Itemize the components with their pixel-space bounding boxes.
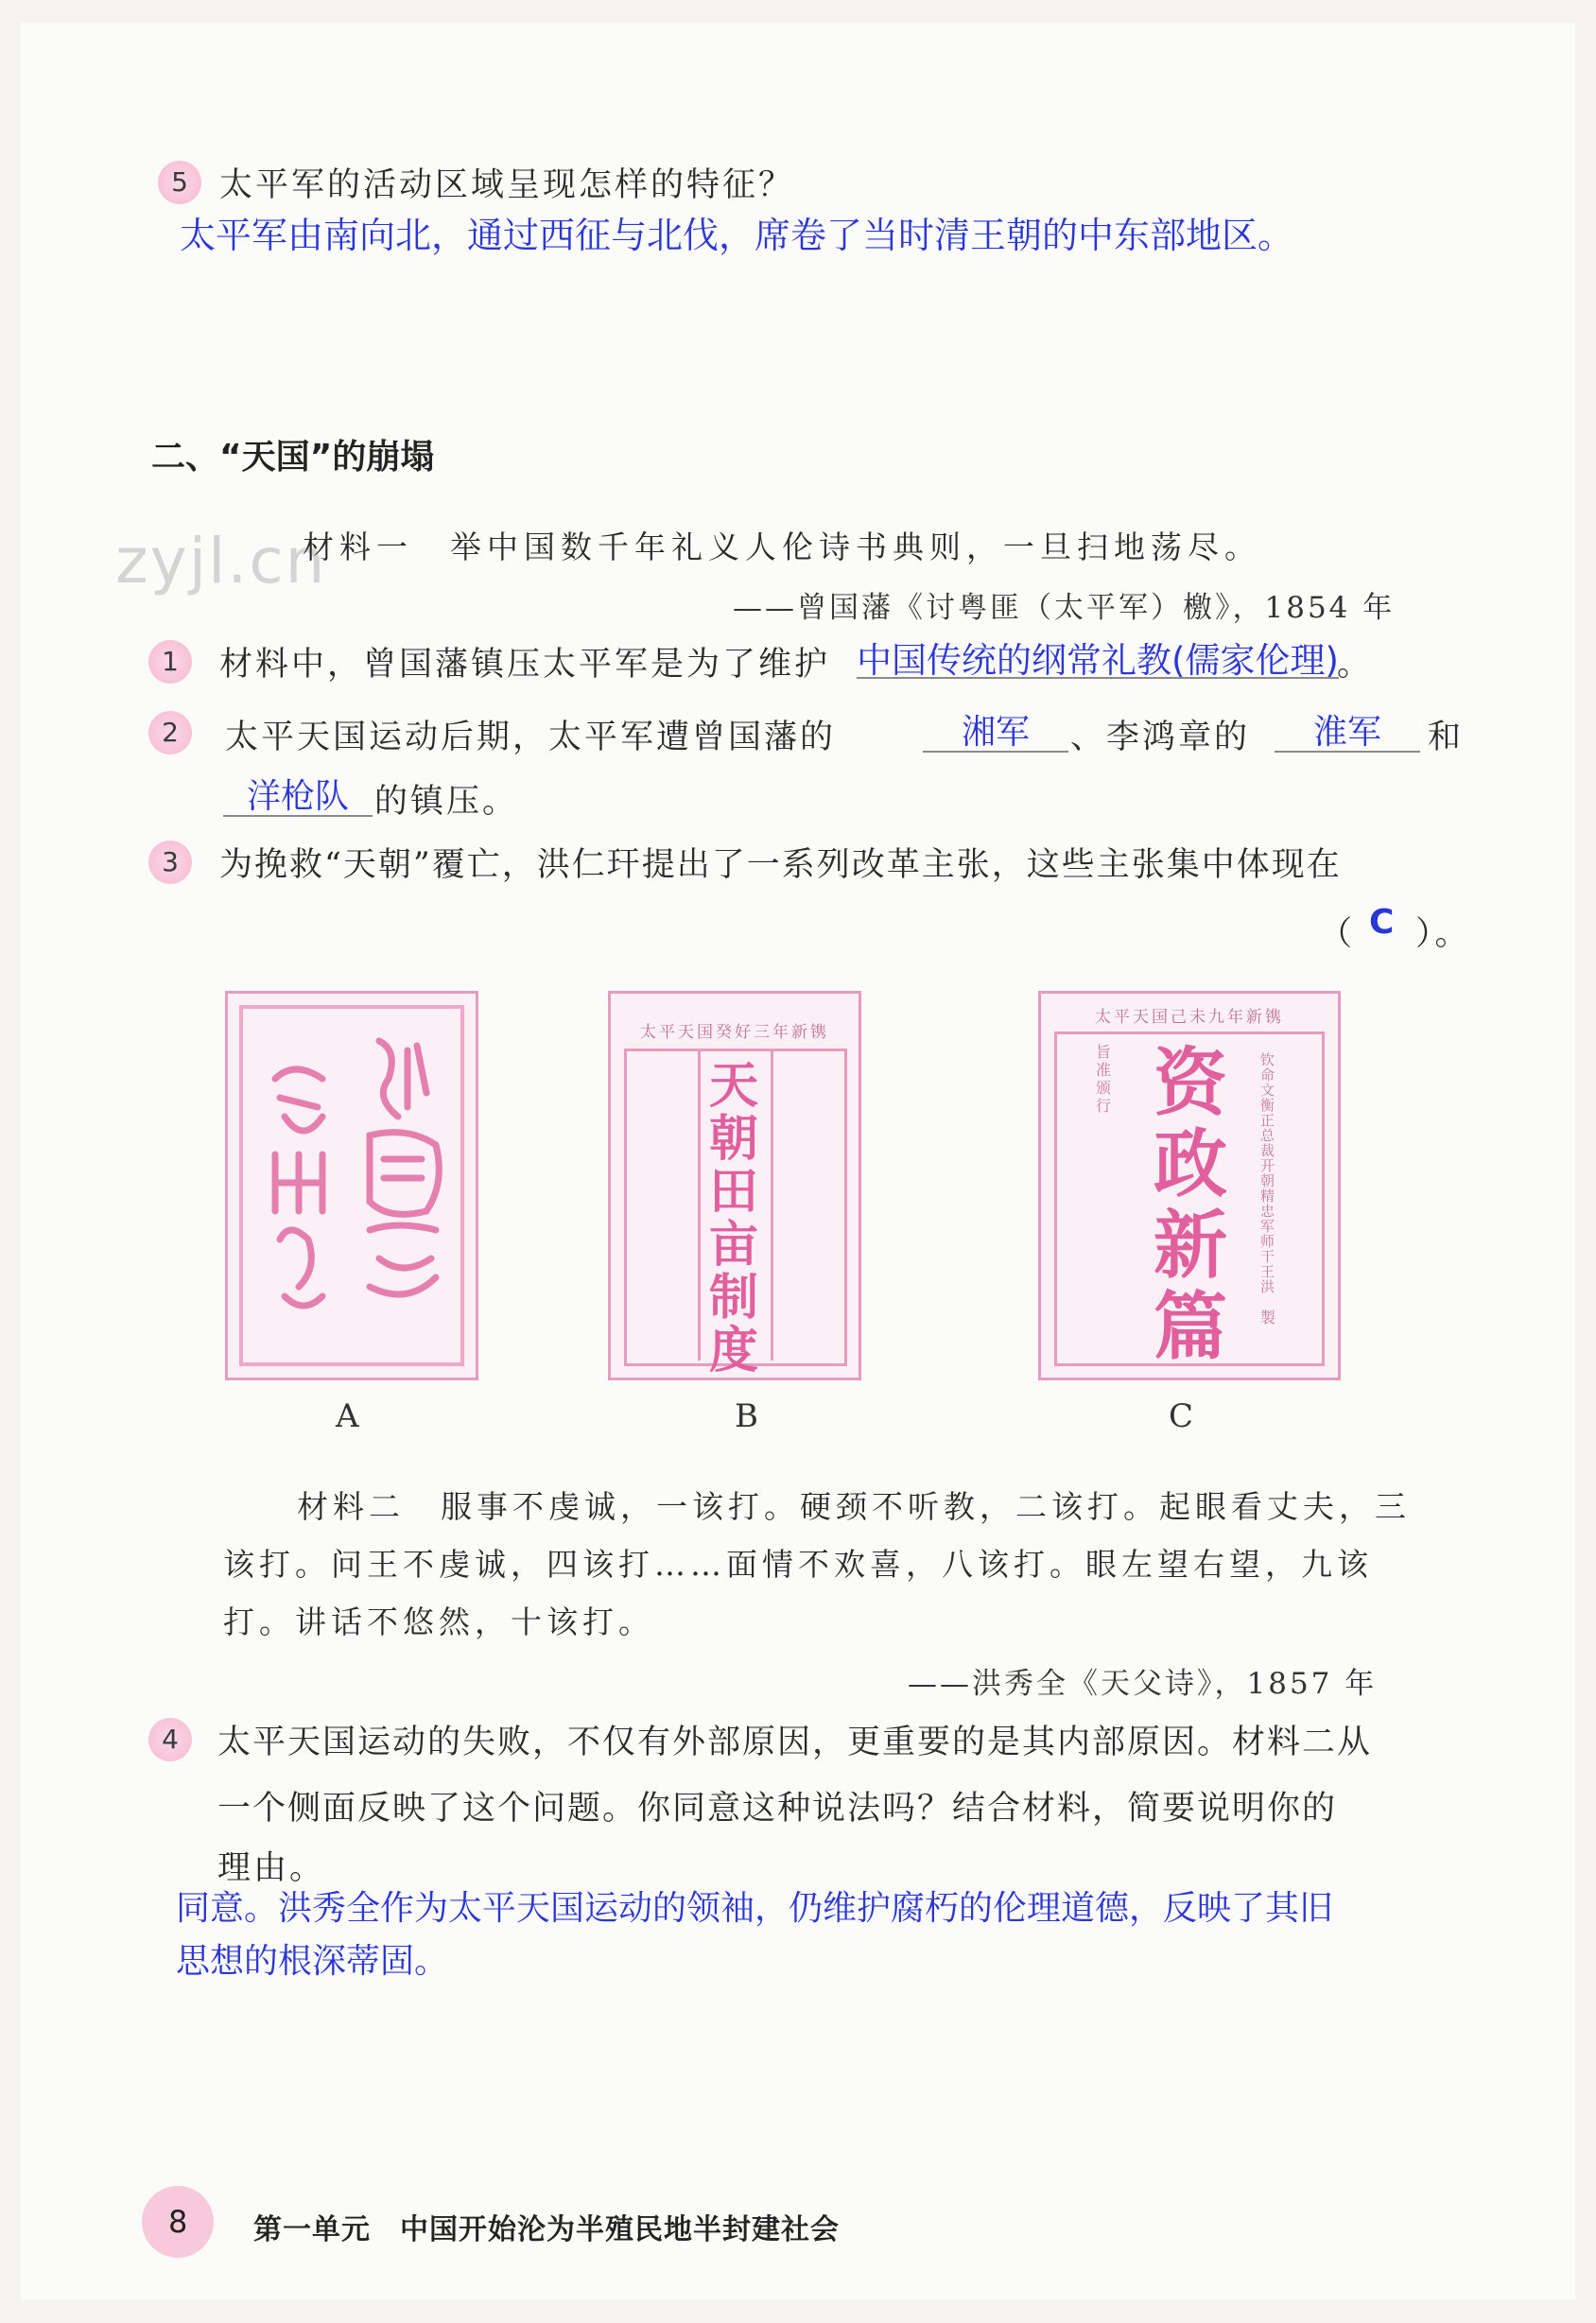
question-4-answer-line-1: 同意。洪秀全作为太平天国运动的领袖，仍维护腐朽的伦理道德，反映了其旧 <box>176 1889 1334 1928</box>
figure-a-label: A <box>336 1397 359 1435</box>
question-4-answer-line-2: 思想的根深蒂固。 <box>176 1942 449 1981</box>
figure-b-header: 太平天国癸好三年新镌 <box>640 1023 829 1042</box>
question-5-answer: 太平军由南向北，通过西征与北伐，席卷了当时清王朝的中东部地区。 <box>180 215 1294 256</box>
question-3-text: 为挽救“天朝”覆亡，洪仁玕提出了一系列改革主张，这些主张集中体现在 <box>219 846 1342 884</box>
figure-c-label: C <box>1169 1397 1194 1435</box>
question-2-answer-a: 湘军 <box>961 713 1030 752</box>
figure-c-side-left: 旨准颁行 <box>1096 1043 1112 1115</box>
figure-c-mark: 製 <box>1260 1309 1276 1326</box>
question-2-blank-b <box>1275 705 1420 753</box>
material-two-line-2: 该打。问王不虔诚，四该打……面情不欢喜，八该打。眼左望右望，九该 <box>223 1546 1373 1583</box>
question-3-paren-open: （ <box>1319 915 1356 953</box>
question-5-text: 太平军的活动区域呈现怎样的特征？ <box>219 166 795 204</box>
material-two-source: ——洪秀全《天父诗》，1857 年 <box>908 1667 1378 1701</box>
material-one-text: 材料一 举中国数千年礼义人伦诗书典则，一旦扫地荡尽。 <box>303 529 1261 565</box>
question-4-line-2: 一个侧面反映了这个问题。你同意这种说法吗？结合材料，简要说明你的 <box>217 1790 1338 1828</box>
question-2-number: 2 <box>148 711 192 754</box>
figure-c-book-cover <box>1038 991 1341 1380</box>
watermark-logo: zyjl.cn <box>115 525 327 598</box>
figure-a-book-cover <box>225 991 478 1380</box>
figure-c-header: 太平天国己未九年新镌 <box>1095 1008 1284 1027</box>
section-title: 二、“天国”的崩塌 <box>151 438 435 477</box>
figure-a-seal-script-icon <box>228 994 476 1378</box>
question-4-line-3: 理由。 <box>217 1849 326 1887</box>
question-1-answer: 中国传统的纲常礼教(儒家伦理) <box>857 640 1339 681</box>
question-2-text-a: 太平天国运动后期，太平军遭曾国藩的 <box>225 719 837 756</box>
question-5-number: 5 <box>158 161 201 204</box>
figure-b-book-cover <box>608 991 861 1380</box>
question-2-answer-b: 淮军 <box>1312 713 1381 752</box>
question-4-number: 4 <box>148 1718 192 1761</box>
material-two-line-1: 材料二 服事不虔诚，一该打。硬颈不听教，二该打。起眼看丈夫，三 <box>297 1488 1411 1525</box>
question-2-text-d: 的镇压。 <box>374 783 519 821</box>
question-1-number: 1 <box>148 640 192 684</box>
figure-b-title: 天朝田亩制度 <box>708 1058 758 1379</box>
question-2-text-b: 、李鸿章的 <box>1070 719 1251 756</box>
question-1-blank <box>857 632 1339 679</box>
question-1-end: 。 <box>1337 646 1374 684</box>
question-3-number: 3 <box>148 841 192 884</box>
figure-c-title: 资政新篇 <box>1153 1041 1227 1370</box>
figure-c-side-right: 钦命文衡正总裁开朝精忠军师干王洪 <box>1260 1051 1275 1295</box>
figure-b-label: B <box>735 1397 758 1435</box>
question-1-text: 材料中，曾国藩镇压太平军是为了维护 <box>219 646 831 684</box>
question-4-line-1: 太平天国运动的失败，不仅有外部原因，更重要的是其内部原因。材料二从 <box>217 1724 1373 1761</box>
question-2-answer-c: 洋枪队 <box>246 777 349 816</box>
page-number: 8 <box>168 2204 188 2240</box>
unit-title: 第一单元 中国开始沦为半殖民地半封建社会 <box>253 2213 840 2246</box>
material-one-source: ——曾国藩《讨粤匪（太平军）檄》，1854 年 <box>733 591 1396 625</box>
question-3-answer: C <box>1369 903 1395 942</box>
question-2-blank-a <box>923 705 1068 753</box>
material-two-line-3: 打。讲话不悠然，十该打。 <box>223 1604 654 1640</box>
question-2-text-c: 和 <box>1428 719 1465 756</box>
question-2-blank-c <box>223 770 373 817</box>
question-3-paren-close: ）。 <box>1415 915 1471 953</box>
